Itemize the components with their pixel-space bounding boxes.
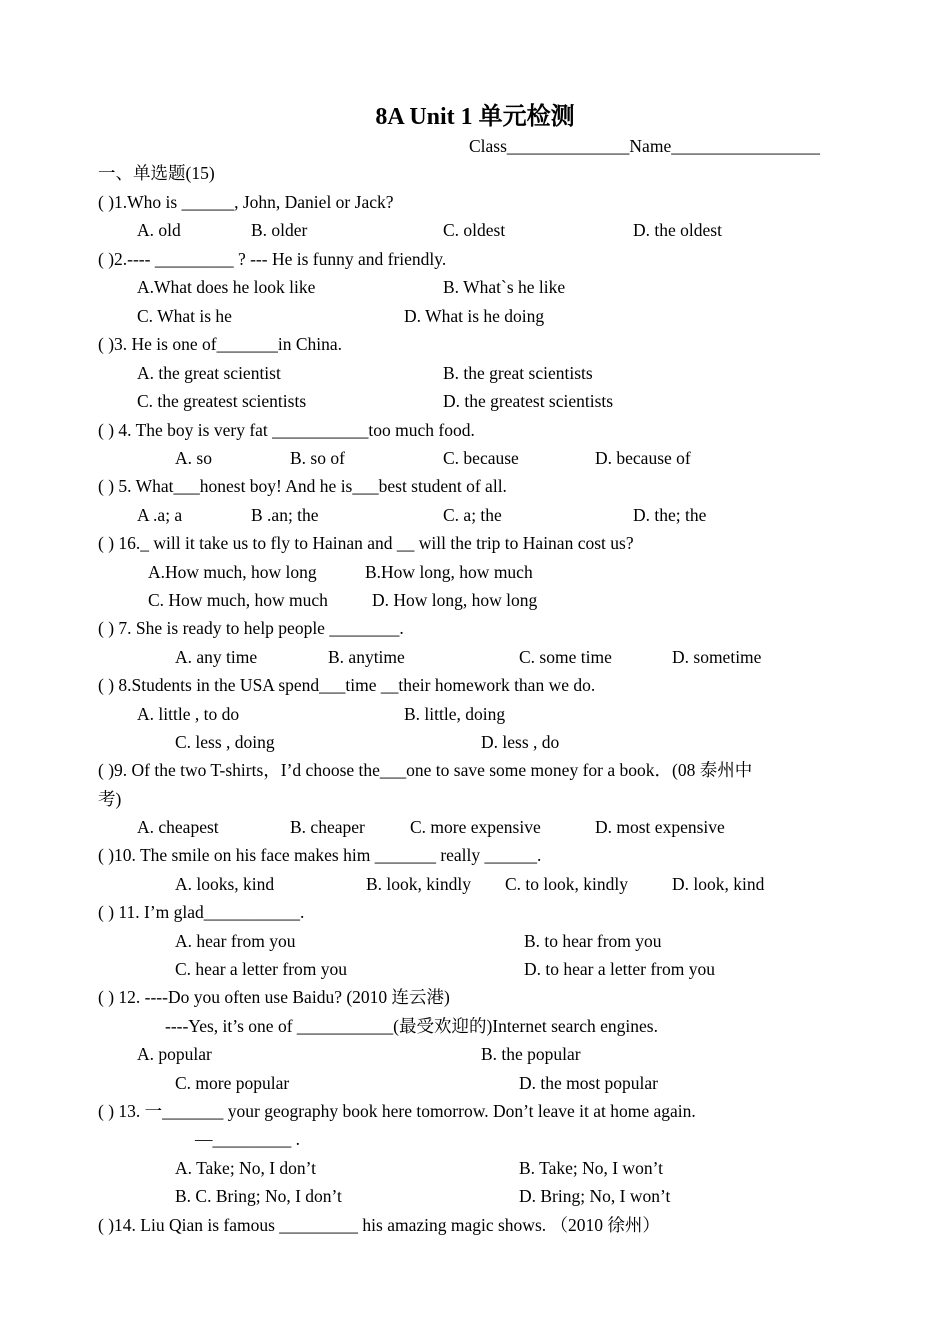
- option-d: D. What is he doing: [404, 306, 545, 326]
- option-c: B. C. Bring; No, I don’t: [175, 1186, 342, 1206]
- option-d: D. less , do: [481, 732, 560, 752]
- option-c: C. some time: [519, 647, 612, 667]
- option-c: C. oldest: [443, 220, 506, 240]
- question-stem: ( ) 11. I’m glad___________.: [98, 902, 305, 922]
- option-b: B. cheaper: [290, 817, 365, 837]
- option-a: A. the great scientist: [137, 363, 281, 383]
- question-stem: ( ) 5. What___honest boy! And he is___best student of all.: [98, 476, 507, 496]
- question-stem: ( )2.---- _________ ? --- He is funny and friendly.: [98, 249, 447, 269]
- option-a: A.What does he look like: [137, 277, 316, 297]
- option-c: C. more popular: [175, 1073, 290, 1093]
- question-stem: ( )14. Liu Qian is famous _________ his amazing magic shows. （2010 徐州）: [98, 1215, 660, 1235]
- option-b: B. Take; No, I won’t: [519, 1158, 663, 1178]
- option-b: B. look, kindly: [366, 874, 472, 894]
- option-d: D. the; the: [633, 505, 707, 525]
- option-c: C. hear a letter from you: [175, 959, 348, 979]
- option-d: D. the most popular: [519, 1073, 659, 1093]
- question-stem: ( ) 12. ----Do you often use Baidu? (2010 连云港): [98, 987, 450, 1007]
- question-stem: ( ) 7. She is ready to help people ________.: [98, 618, 404, 638]
- option-c: C. less , doing: [175, 732, 275, 752]
- class-name-line: Class______________Name_________________: [469, 136, 820, 156]
- question-stem-continued: —_________ .: [195, 1129, 300, 1149]
- option-d: D. the greatest scientists: [443, 391, 614, 411]
- option-d: D. How long, how long: [372, 590, 538, 610]
- option-c: C. to look, kindly: [505, 874, 628, 894]
- question-stem: ( )10. The smile on his face makes him _______ really ______.: [98, 845, 542, 865]
- option-b: B. little, doing: [404, 704, 506, 724]
- page-title: 8A Unit 1 单元检测: [375, 104, 575, 130]
- option-d: D. because of: [595, 448, 691, 468]
- option-a: A. looks, kind: [175, 874, 275, 894]
- option-b: B. What`s he like: [443, 277, 566, 297]
- option-a: A. hear from you: [175, 931, 296, 951]
- option-a: A. popular: [137, 1044, 212, 1064]
- option-c: C. the greatest scientists: [137, 391, 307, 411]
- option-c: C. How much, how much: [148, 590, 328, 610]
- option-a: A. little , to do: [137, 704, 240, 724]
- option-b: B.How long, how much: [365, 562, 533, 582]
- option-c: C. a; the: [443, 505, 502, 525]
- question-stem: ( )3. He is one of_______in China.: [98, 334, 342, 354]
- option-d: D. look, kind: [672, 874, 765, 894]
- option-b: B. to hear from you: [524, 931, 662, 951]
- option-c: C. more expensive: [410, 817, 541, 837]
- option-b: B. older: [251, 220, 308, 240]
- option-a: A. any time: [175, 647, 258, 667]
- option-b: B. anytime: [328, 647, 405, 667]
- question-stem: ( )9. Of the two T-shirts，I’d choose the___one to save some money for a book．(08 泰州中: [98, 760, 753, 780]
- option-b: B .an; the: [251, 505, 319, 525]
- option-a: A. cheapest: [137, 817, 219, 837]
- question-stem: ( ) 16._ will it take us to fly to Hainan and __ will the trip to Hainan cost us?: [98, 533, 634, 553]
- option-a: A .a; a: [137, 505, 183, 525]
- option-b: B. the great scientists: [443, 363, 593, 383]
- option-d: D. the oldest: [633, 220, 722, 240]
- question-stem: ( ) 8.Students in the USA spend___time __their homework than we do.: [98, 675, 596, 695]
- option-a: A. so: [175, 448, 212, 468]
- option-d: D. sometime: [672, 647, 762, 667]
- question-stem-continued: ----Yes, it’s one of ___________(最受欢迎的)Internet search engines.: [165, 1016, 658, 1036]
- question-stem: ( ) 13. 一_______ your geography book here tomorrow. Don’t leave it at home again.: [98, 1101, 696, 1121]
- option-b: B. so of: [290, 448, 345, 468]
- option-d: D. Bring; No, I won’t: [519, 1186, 671, 1206]
- question-stem-continued: 考): [98, 789, 122, 809]
- option-a: A. old: [137, 220, 181, 240]
- option-a: A.How much, how long: [148, 562, 317, 582]
- option-b: B. the popular: [481, 1044, 581, 1064]
- option-c: C. because: [443, 448, 519, 468]
- question-stem: ( )1.Who is ______, John, Daniel or Jack?: [98, 192, 394, 212]
- option-d: D. most expensive: [595, 817, 725, 837]
- option-c: C. What is he: [137, 306, 232, 326]
- section-heading: 一、单选题(15): [98, 163, 215, 183]
- option-a: A. Take; No, I don’t: [175, 1158, 317, 1178]
- option-d: D. to hear a letter from you: [524, 959, 715, 979]
- question-stem: ( ) 4. The boy is very fat ___________too much food.: [98, 420, 475, 440]
